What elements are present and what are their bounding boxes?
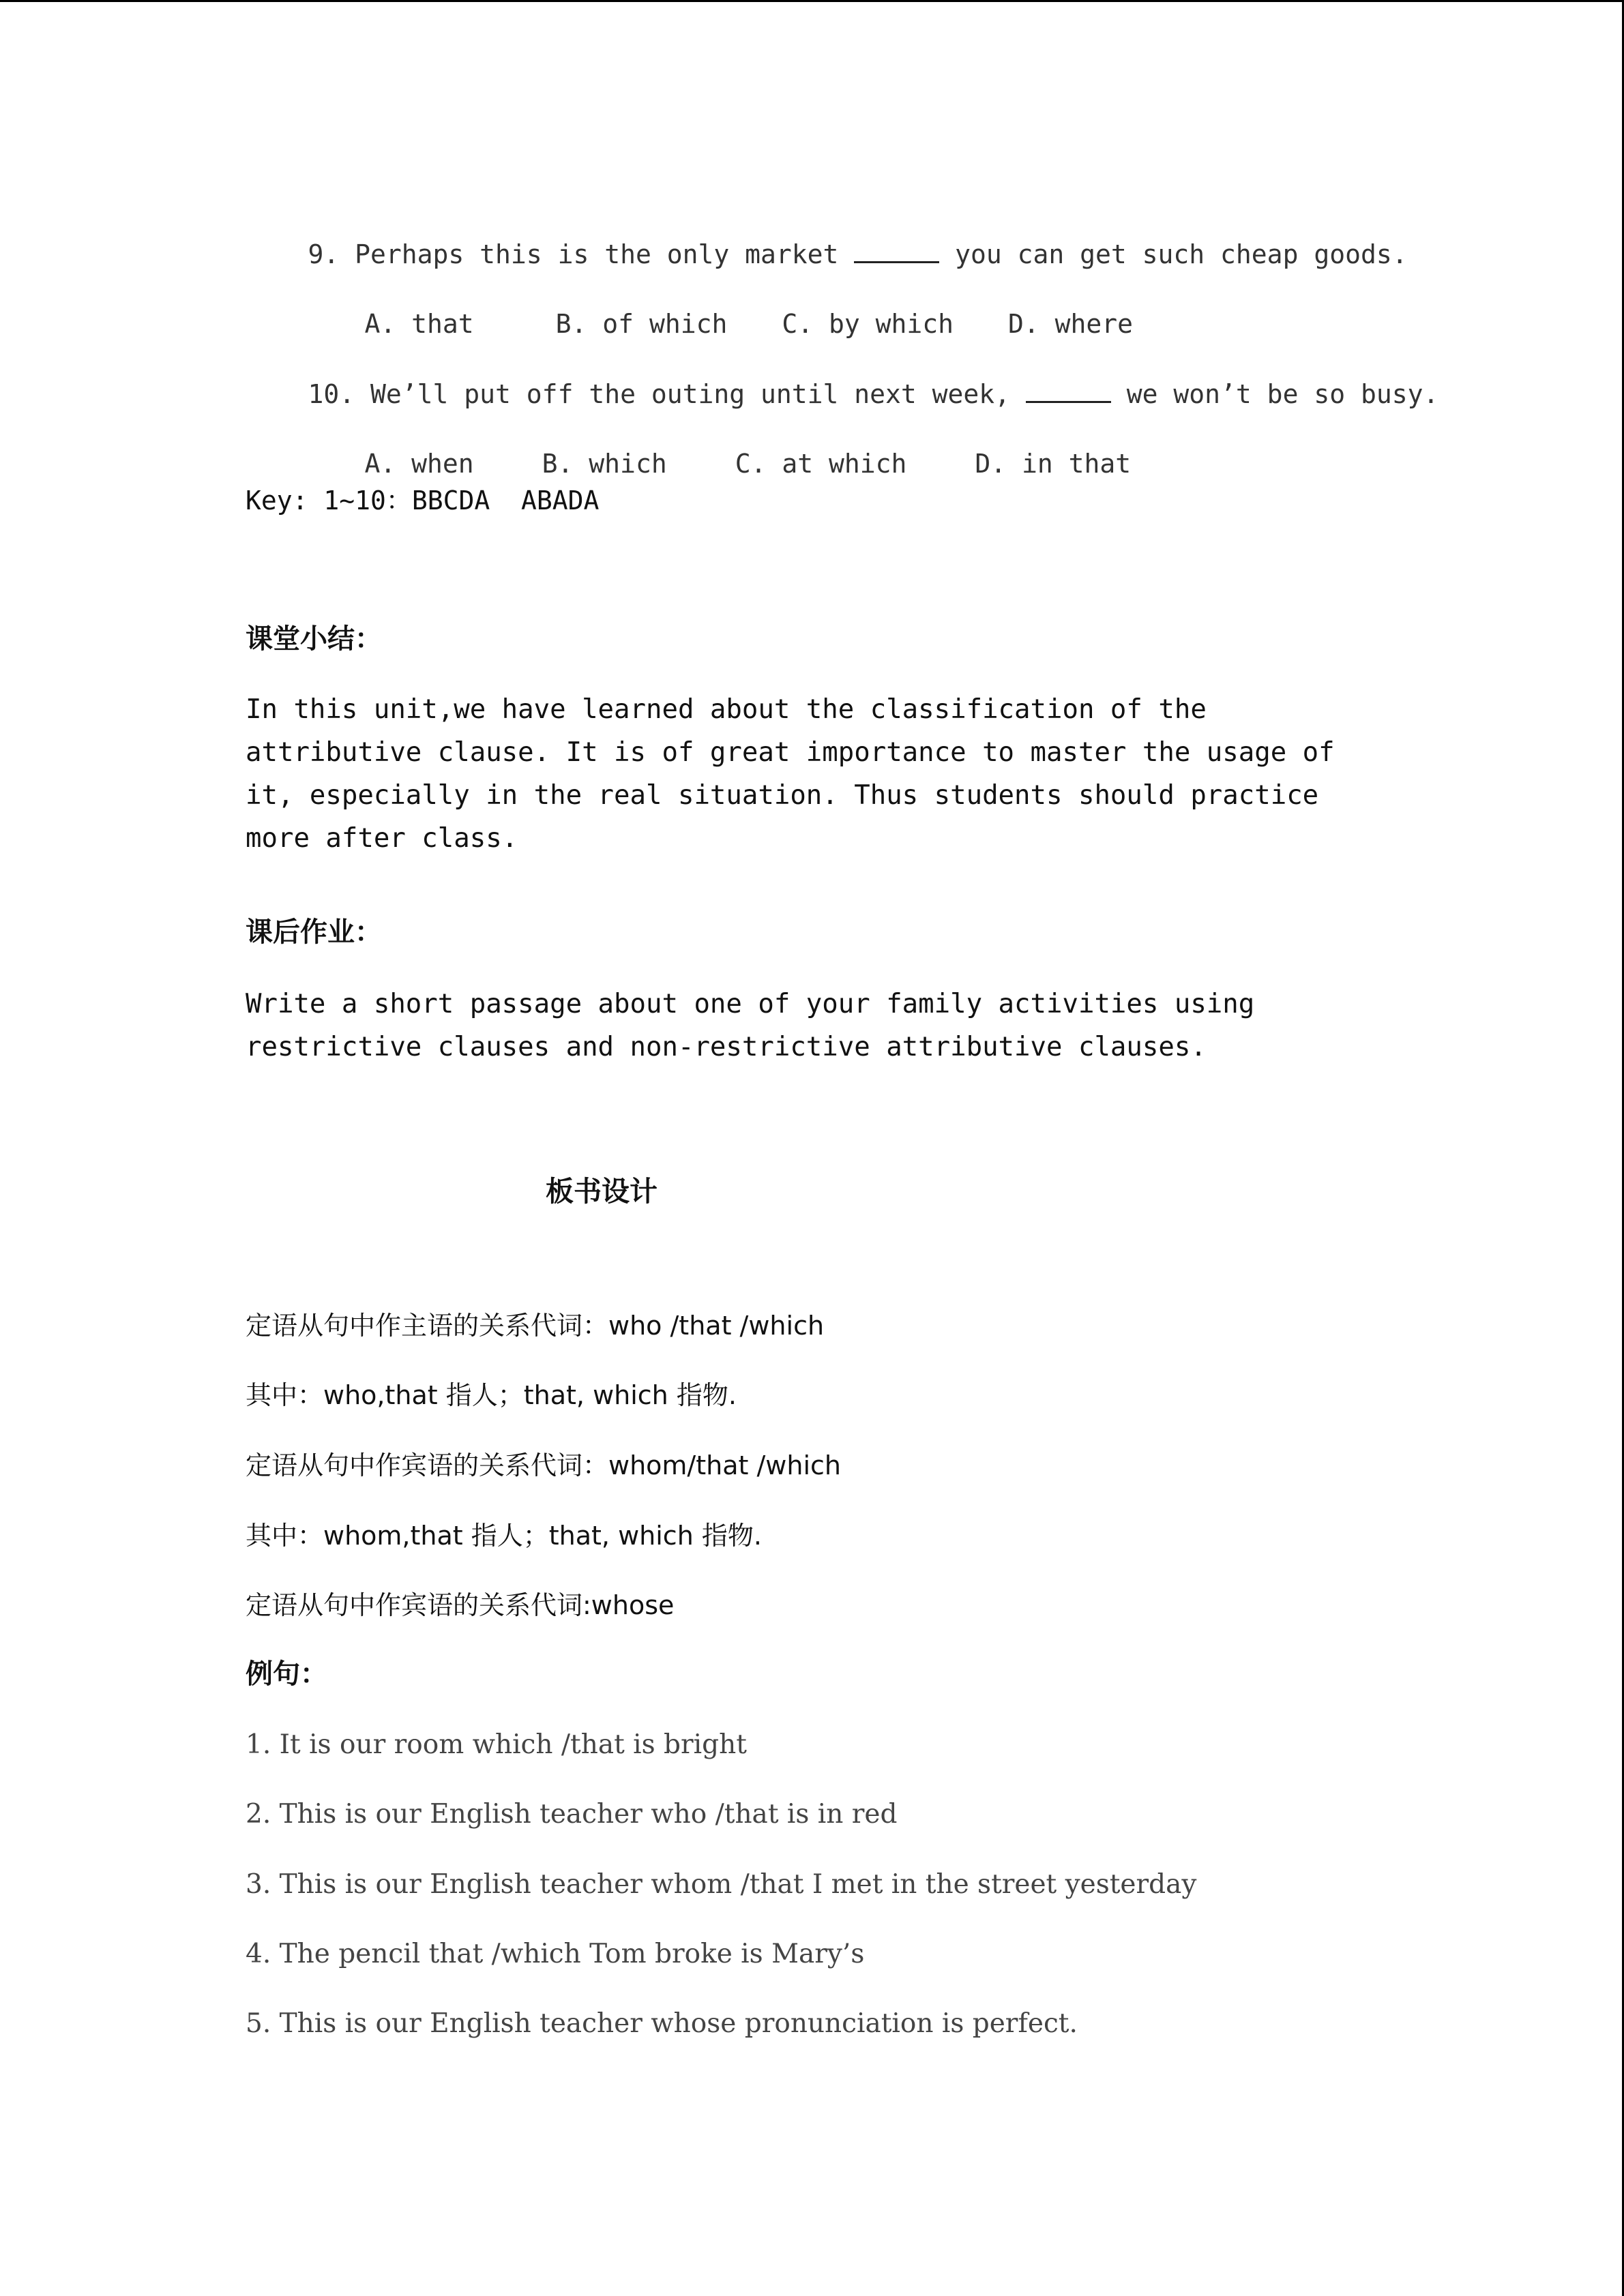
- examples-heading: 例句：: [246, 1658, 327, 1690]
- answer-blank: [1026, 378, 1111, 403]
- homework-heading: 课后作业：: [246, 916, 382, 948]
- example-sentence-4: 4. The pencil that /which Tom broke is Mary’s: [246, 1939, 865, 1969]
- option-d: D. in that: [975, 449, 1132, 479]
- answer-blank: [854, 238, 939, 263]
- answer-key: Key: 1~10：BBCDA ABADA: [246, 486, 600, 516]
- option-b: B. which: [542, 449, 667, 479]
- example-sentence-2: 2. This is our English teacher who /that is in red: [246, 1799, 898, 1830]
- summary-text: In this unit,we have learned about the classification of the attributive clause. It is of great importance to master the usage of it, especially in the real situation. Thus students should practice more after class.: [246, 694, 1335, 854]
- option-d: D. where: [1008, 309, 1134, 339]
- example-sentence-5: 5. This is our English teacher whose pronunciation is perfect.: [246, 2008, 1078, 2039]
- board-rule-4: 其中：whom,that 指人；that, which 指物.: [246, 1521, 762, 1551]
- board-rule-5: 定语从句中作宾语的关系代词:whose: [246, 1590, 675, 1620]
- question-stem-before: 9. Perhaps this is the only market: [308, 239, 855, 269]
- board-rule-2: 其中：who,that 指人；that, which 指物.: [246, 1380, 737, 1410]
- option-a: A. that: [364, 309, 474, 339]
- example-sentence-1: 1. It is our room which /that is bright: [246, 1729, 747, 1760]
- option-c: C. by which: [782, 309, 954, 339]
- board-rule-3: 定语从句中作宾语的关系代词：whom/that /which: [246, 1450, 841, 1480]
- question-stem-before: 10. We’ll put off the outing until next week,: [308, 379, 1026, 409]
- board-design-title: 板书设计: [546, 1175, 658, 1208]
- homework-text: Write a short passage about one of your family activities using restrictive clauses and non-restrictive attributive clauses.: [246, 989, 1255, 1062]
- option-a: A. when: [364, 449, 474, 479]
- option-c: C. at which: [735, 449, 907, 479]
- option-b: B. of which: [555, 309, 728, 339]
- question-stem-after: you can get such cheap goods.: [939, 239, 1408, 269]
- summary-heading: 课堂小结：: [246, 623, 382, 655]
- question-stem-after: we won’t be so busy.: [1110, 379, 1439, 409]
- example-sentence-3: 3. This is our English teacher whom /that I met in the street yesterday: [246, 1869, 1197, 1900]
- board-rule-1: 定语从句中作主语的关系代词：who /that /which: [246, 1311, 825, 1341]
